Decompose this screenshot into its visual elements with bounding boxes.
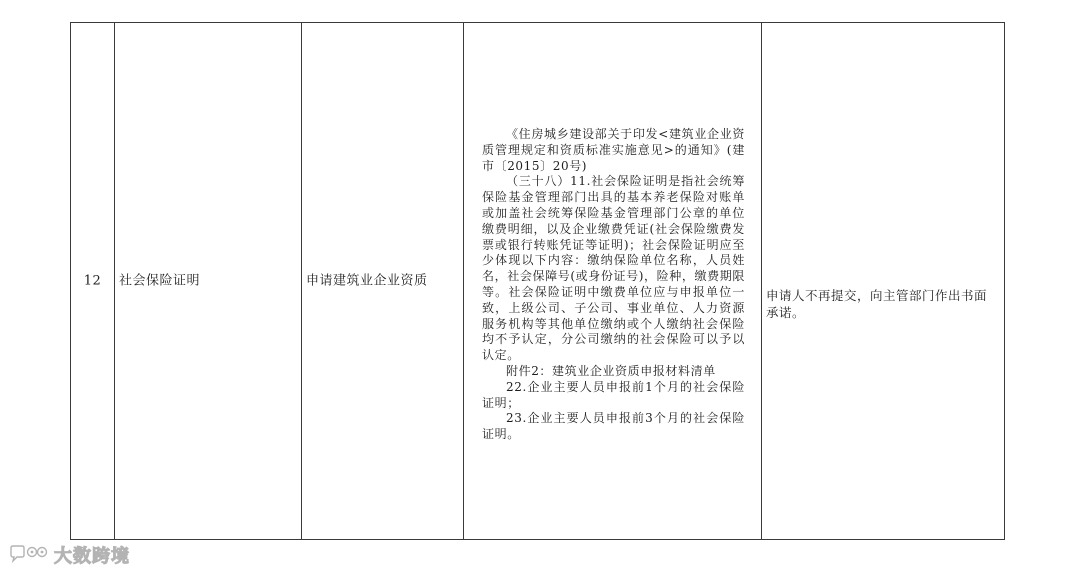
matter-name: 申请建筑业企业资质 (306, 273, 428, 289)
method-text: 申请人不再提交，向主管部门作出书面承诺。 (766, 288, 988, 320)
method-cell (762, 23, 1004, 539)
basis-cell (464, 23, 762, 539)
certificate-table-row (70, 22, 1005, 540)
basis-text (482, 127, 745, 443)
item-name-cell (115, 23, 302, 539)
watermark (8, 542, 130, 568)
item-name: 社会保险证明 (119, 273, 201, 289)
matter-cell (302, 23, 464, 539)
basis-paragraph-article: （三十八）11.社会保险证明是指社会统筹保险基金管理部门出具的基本养老保险对账单或加盖社会统筹保险基金管理部门公章的单位缴费明细，以及企业缴费凭证(社会保险缴费发票或银行转账凭证等证明)；社会保险证明应至少体现以下内容：缴纳保险单位名称，人员姓名，社会保障号(或身份证号)，险种，缴费期限等。社会保险证明中缴费单位应与申报单位一致，上级公司、子公司、事业单位、人力资源服务机构等其他单位缴纳或个人缴纳社会保险均不予认定，分公司缴纳的社会保险可以予以认定。 (482, 174, 745, 363)
row-number-cell (71, 23, 115, 539)
chat-bubble-logo-icon (8, 544, 48, 566)
basis-paragraph-item-22: 22.企业主要人员申报前1个月的社会保险证明； (482, 379, 745, 410)
row-number: 12 (83, 273, 102, 289)
watermark-text: 大数跨境 (54, 546, 130, 567)
basis-paragraph-notice: 《住房城乡建设部关于印发<建筑业企业资质管理规定和资质标准实施意见>的通知》(建市〔2015〕20号) (482, 127, 745, 173)
basis-paragraph-item-23: 23.企业主要人员申报前3个月的社会保险证明。 (482, 411, 745, 442)
basis-paragraph-annex: 附件2：建筑业企业资质申报材料清单 (506, 363, 716, 378)
